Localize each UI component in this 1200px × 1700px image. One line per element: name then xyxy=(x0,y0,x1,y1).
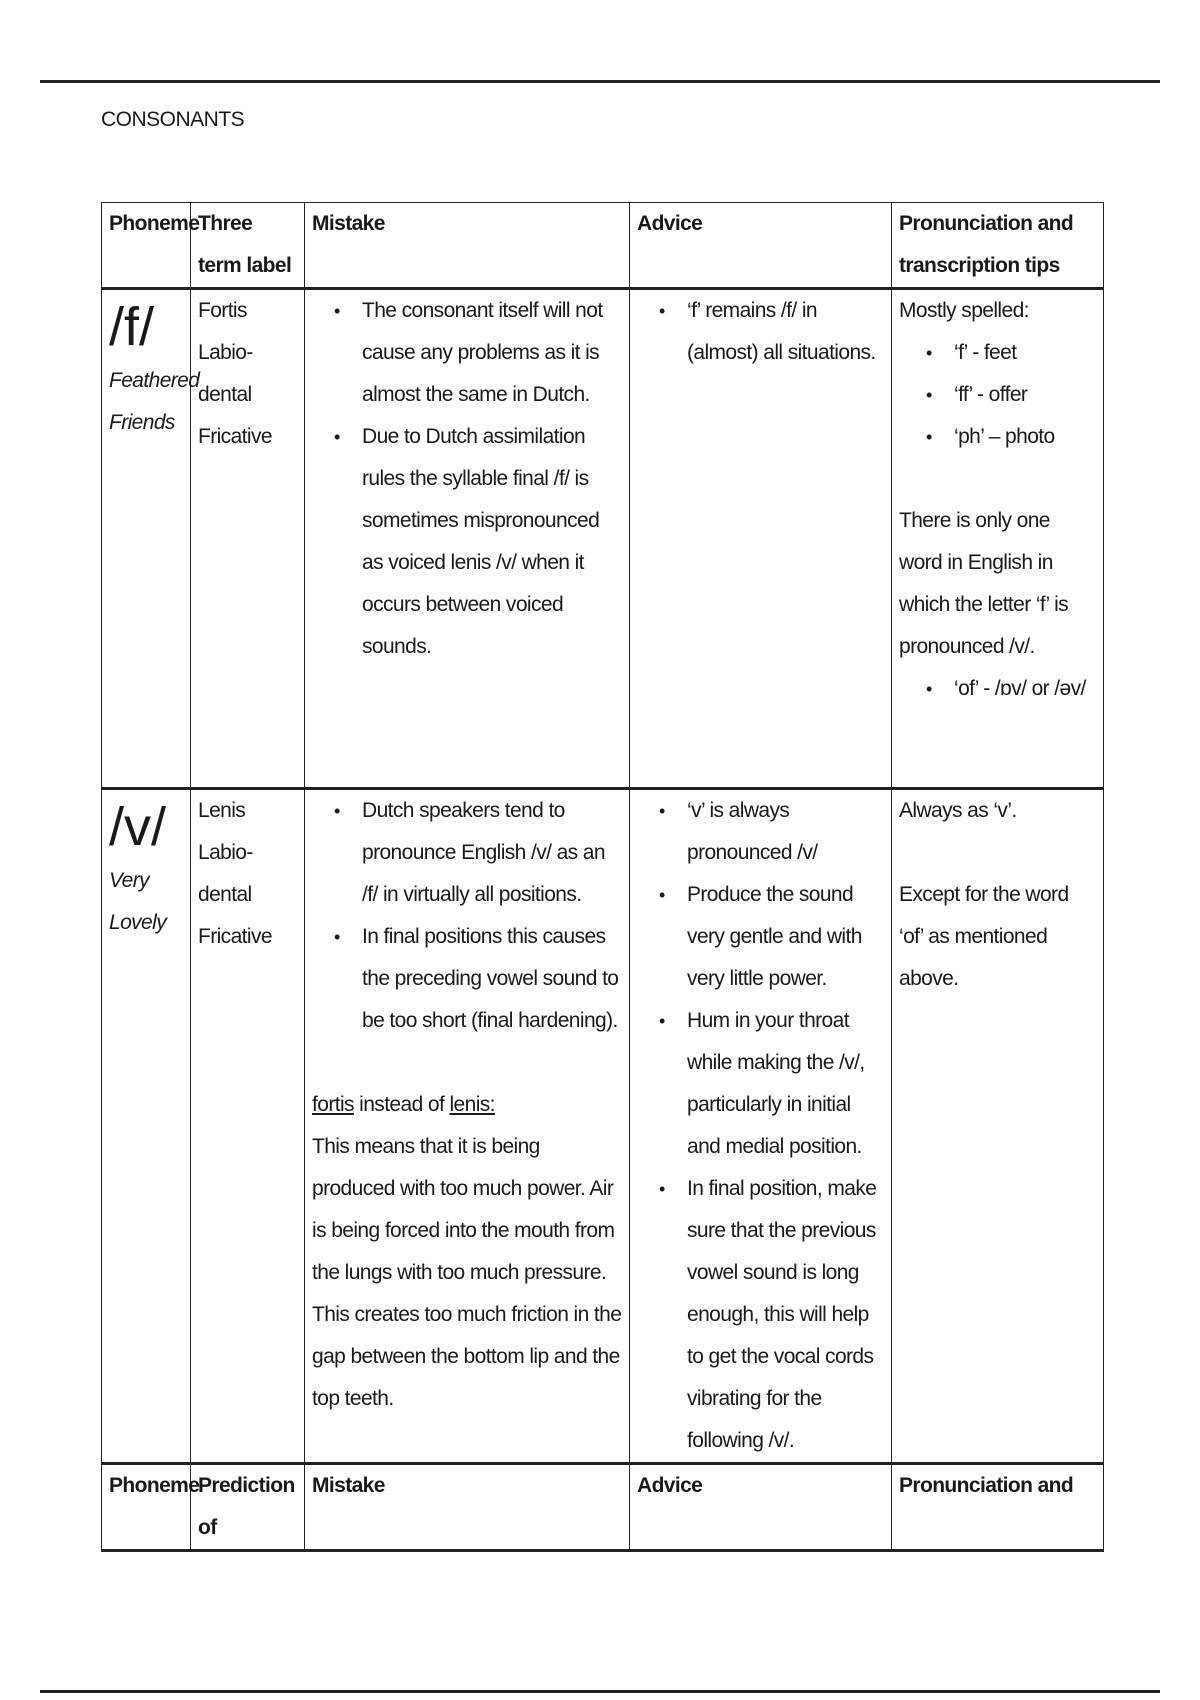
tips-line: Except for the word ‘of’ as mentioned above. xyxy=(899,883,1069,990)
mistake-bullet: • In final positions this causes the preceding vowel sound to be too short (final hardening). xyxy=(362,916,622,1042)
label-cell xyxy=(191,789,305,1464)
footer-header-advice: Advice xyxy=(630,1464,892,1551)
phoneme-symbol: /v/ xyxy=(109,797,167,857)
header-mistake: Mistake xyxy=(305,203,630,289)
header-advice: Advice xyxy=(630,203,892,289)
section-title: CONSONANTS xyxy=(101,108,245,131)
mistake-term-line xyxy=(312,1084,622,1126)
mistake-explanation: This means that it is being produced with too much power. Air is being forced into the mouth from the lungs with too much pressure. This creates too much friction in the gap between the bottom lip and the top teeth. xyxy=(312,1135,622,1410)
mistake-bullet: • Due to Dutch assimilation rules the syllable final /f/ is sometimes mispronounced as voiced lenis /v/ when it occurs between voiced sounds. xyxy=(362,416,622,668)
label-line: Fricative xyxy=(198,925,272,948)
phoneme-table xyxy=(101,202,1104,1552)
tips-spelling: • ‘ff’ - offer xyxy=(954,374,1096,416)
label-line: Fortis xyxy=(198,299,247,322)
phoneme-cell xyxy=(102,289,200,789)
header-phoneme: Phoneme xyxy=(102,203,191,289)
advice-cell xyxy=(630,289,892,789)
label-line: Labio-dental xyxy=(198,341,253,406)
label-line: Fricative xyxy=(198,425,272,448)
footer-header-phoneme: Phoneme xyxy=(102,1464,191,1551)
mnemonic-word: Friends xyxy=(109,411,175,434)
advice-bullet: • In final position, make sure that the previous vowel sound is long enough, this will help to get the vocal cords vibrating for the following /v/. xyxy=(687,1168,884,1462)
label-line: Labio-dental xyxy=(198,841,253,906)
table-row xyxy=(102,789,1104,1464)
tips-spelling: • ‘f’ - feet xyxy=(954,332,1096,374)
mistake-cell xyxy=(305,789,630,1464)
label-cell xyxy=(191,289,305,789)
table-row xyxy=(102,289,1104,789)
footer-header-prediction: Prediction of xyxy=(191,1464,305,1551)
tips-note: There is only one word in English in which the letter ‘f’ is pronounced /v/. xyxy=(899,509,1069,658)
phoneme-symbol: /f/ xyxy=(109,297,155,357)
phoneme-cell xyxy=(102,789,191,1464)
top-rule xyxy=(40,80,1160,83)
tips-cell xyxy=(892,289,1104,789)
tips-intro: Mostly spelled: xyxy=(899,299,1029,322)
footer-header-mistake: Mistake xyxy=(305,1464,630,1551)
mistake-bullet: • Dutch speakers tend to pronounce English /v/ as an /f/ in virtually all positions. xyxy=(362,790,622,916)
advice-bullet: • Hum in your throat while making the /v/, particularly in initial and medial position. xyxy=(687,1000,884,1168)
tips-example: • ‘of’ - /ɒv/ or /əv/ xyxy=(954,668,1096,710)
advice-bullet: • ‘f’ remains /f/ in (almost) all situations. xyxy=(687,290,884,374)
table-footer-header-row xyxy=(102,1464,1104,1551)
tips-spelling: • ‘ph’ – photo xyxy=(954,416,1096,458)
tips-cell xyxy=(892,789,1104,1464)
bottom-rule xyxy=(40,1690,1160,1693)
mnemonic-word: Very xyxy=(109,869,149,892)
advice-bullet: • Produce the sound very gentle and with very little power. xyxy=(687,874,884,1000)
term-fortis: fortis xyxy=(312,1093,354,1116)
header-three-term-label: Three term label xyxy=(191,203,305,289)
header-tips: Pronunciation and transcription tips xyxy=(892,203,1104,289)
tips-line: Always as ‘v’. xyxy=(899,799,1017,822)
mistake-cell xyxy=(305,289,630,789)
advice-bullet: • ‘v’ is always pronounced /v/ xyxy=(687,790,884,874)
mnemonic-word: Lovely xyxy=(109,911,167,934)
advice-cell xyxy=(630,789,892,1464)
mnemonic-word: Feathered xyxy=(109,369,200,392)
table-header-row xyxy=(102,203,1104,289)
label-line: Lenis xyxy=(198,799,246,822)
term-connector: instead of xyxy=(353,1093,450,1116)
footer-header-tips: Pronunciation and xyxy=(892,1464,1104,1551)
mistake-bullet: • The consonant itself will not cause any problems as it is almost the same in Dutch. xyxy=(362,290,622,416)
term-lenis: lenis: xyxy=(449,1093,495,1116)
